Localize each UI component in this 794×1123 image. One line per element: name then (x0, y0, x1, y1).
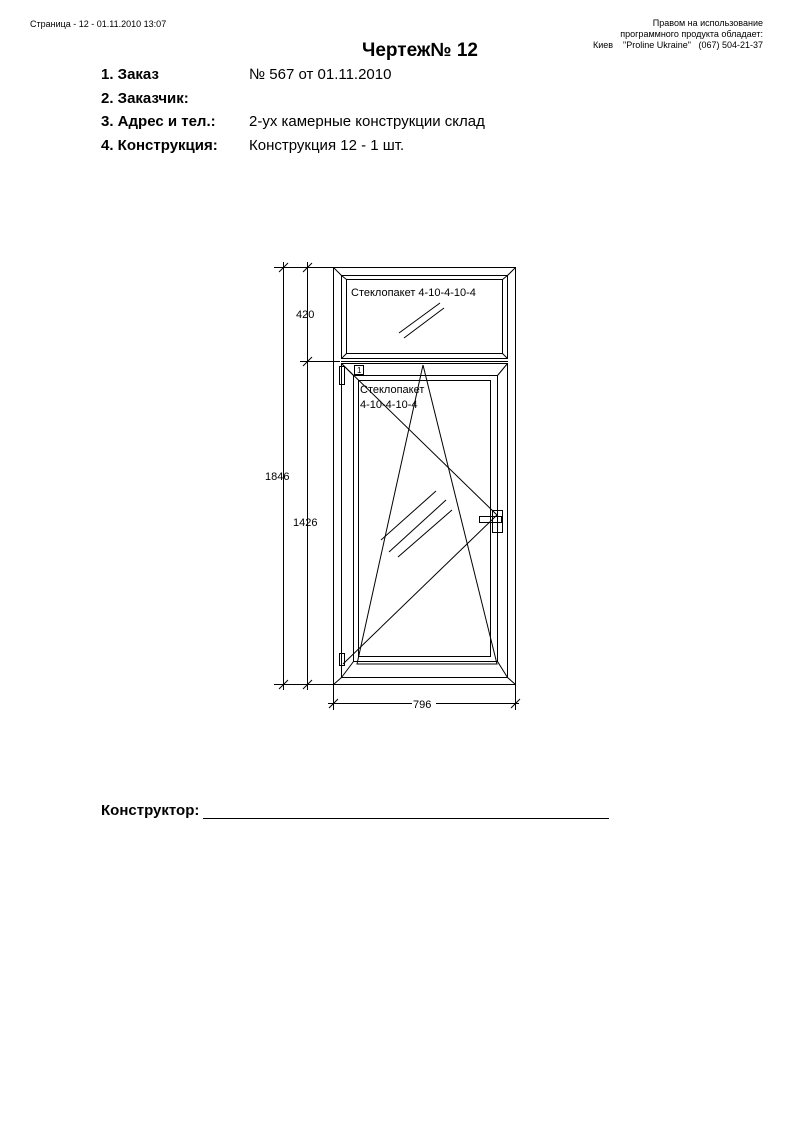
signature-line (203, 800, 609, 819)
sash-glass-label-2: 4-10-4-10-4 (360, 399, 418, 411)
info-value: 2-ух камерные конструкции склад (249, 113, 485, 131)
signature-block (101, 800, 609, 819)
rights-line-2: программного продукта обладает: (620, 29, 763, 39)
info-value: Конструкция 12 - 1 шт. (249, 136, 405, 154)
page-info: Страница - 12 - 01.11.2010 13:07 (30, 19, 167, 29)
rights-line-1: Правом на использование (652, 18, 763, 28)
dim-top-height: 420 (296, 309, 315, 321)
outer-frame (334, 268, 516, 685)
page-title: Чертеж№ 12 (362, 40, 478, 61)
sash-glass (359, 381, 491, 657)
dim-width: 796 (413, 699, 432, 711)
info-label: 3. Адрес и тел.: (101, 113, 216, 131)
designer-label: Конструктор: (101, 802, 200, 819)
dim-sash-height: 1426 (293, 517, 318, 529)
rights-line-3: Киев "Proline Ukraine" (067) 504-21-37 (592, 40, 763, 50)
sash-glass-label-1: Стеклопакет (360, 384, 425, 396)
dim-total-height: 1846 (265, 471, 290, 483)
info-value: № 567 от 01.11.2010 (249, 66, 392, 84)
sash-number: 1 (357, 366, 362, 375)
transom-glass-label: Стеклопакет 4-10-4-10-4 (351, 287, 476, 299)
info-label: 2. Заказчик: (101, 89, 189, 107)
info-label: 4. Конструкция: (101, 136, 218, 154)
info-label: 1. Заказ (101, 66, 159, 84)
